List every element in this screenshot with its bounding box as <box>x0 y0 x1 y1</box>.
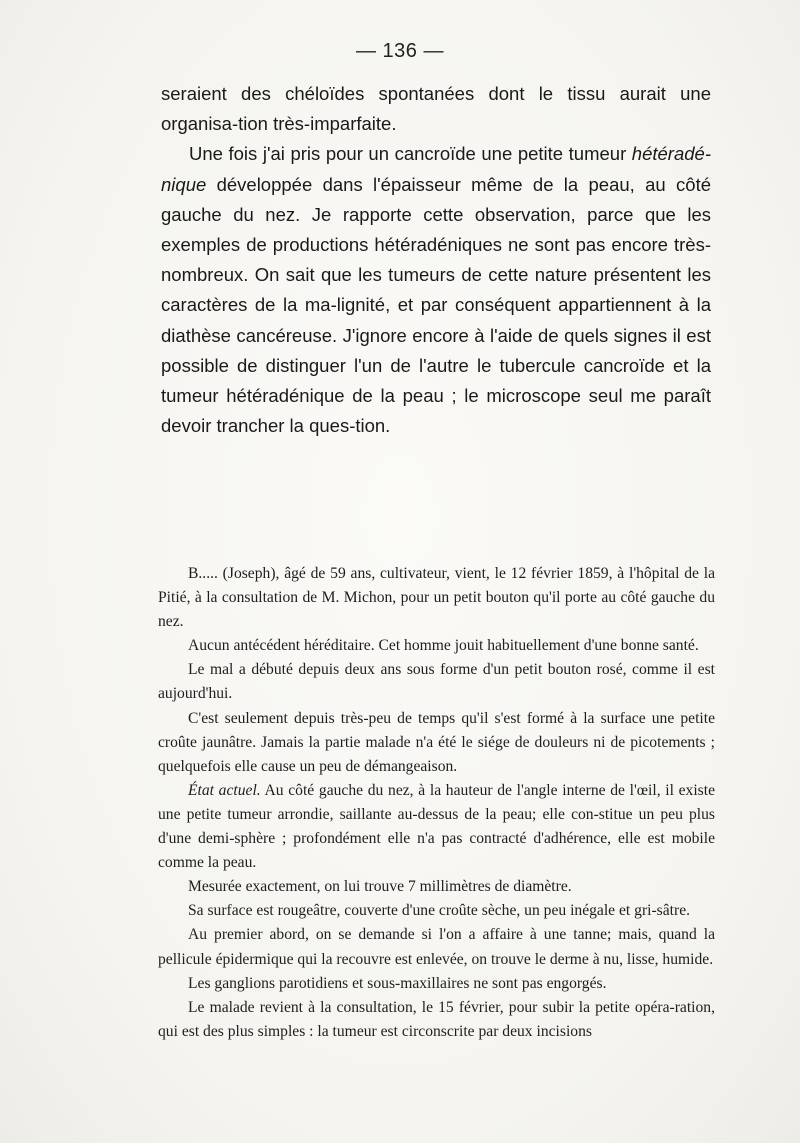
observation-paragraph <box>158 779 715 875</box>
paragraph-2 <box>161 139 711 441</box>
observation-paragraph: Le mal a débuté depuis deux ans sous forme d'un petit bouton rosé, comme il est aujourd'hui. <box>158 661 715 703</box>
observation-paragraph: Aucun antécédent héréditaire. Cet homme jouit habituellement d'une bonne santé. <box>188 637 699 655</box>
page-number: — 136 — <box>356 40 444 62</box>
observation-paragraph: Les ganglions parotidiens et sous-maxillaires ne sont pas engorgés. <box>188 974 607 992</box>
observation-text: Au côté gauche du nez, à la hauteur de l'angle interne de l'œil, il existe une petite tumeur arrondie, saillante au-dessus de la peau; elle con-stitue un peu plus d'une demi-sphère ; profondément elle n'a pas contracté d'adhérence, elle est mobile comme la peau. <box>158 781 716 872</box>
case-observation <box>158 562 715 1044</box>
observation-paragraph: Le malade revient à la consultation, le 15 février, pour subir la petite opéra-ration, qui est des plus simples : la tumeur est circonscrite par deux incisions <box>158 998 715 1040</box>
main-text <box>161 79 711 441</box>
observation-paragraph: B..... (Joseph), âgé de 59 ans, cultivateur, vient, le 12 février 1859, à l'hôpital de la Pitié, à la consultation de M. Michon, pour un petit bouton qu'il porte au côté gauche du nez. <box>158 565 715 631</box>
observation-paragraph: Sa surface est rougeâtre, couverte d'une croûte sèche, un peu inégale et gri-sâtre. <box>188 902 691 920</box>
paragraph-1: seraient des chéloïdes spontanées dont le tissu aurait une organisa-tion très-imparfaite. <box>161 83 711 135</box>
observation-paragraph: Mesurée exactement, on lui trouve 7 millimètres de diamètre. <box>188 878 572 896</box>
italic-term: hétéradé-nique <box>161 143 711 195</box>
section-label: État actuel. <box>188 781 261 799</box>
observation-paragraph: C'est seulement depuis très-peu de temps qu'il s'est formé à la surface une petite croûte jaunâtre. Jamais la partie malade n'a été le siége de douleurs ni de picotements ; quelquefois elle cause un peu de démangeaison. <box>158 709 715 775</box>
observation-paragraph: Au premier abord, on se demande si l'on a affaire à une tanne; mais, quand la pellicule épidermique qui la recouvre est enlevée, on trouve le derme à nu, lisse, humide. <box>158 926 715 968</box>
paragraph-2-rest: développée dans l'épaisseur même de la peau, au côté gauche du nez. Je rapporte cette observation, parce que les exemples de productions hétéradéniques ne sont pas encore très-nombreux. On sait que les tumeurs de cette nature présentent les caractères de la ma-lignité, et par conséquent appartiennent à la diathèse cancéreuse. J'ignore encore à l'aide de quels signes il est possible de distinguer l'un de l'autre le tubercule cancroïde et la tumeur hétéradénique de la peau ; le microscope seul me paraît devoir trancher la ques-tion. <box>161 173 711 437</box>
paragraph-2-start: Une fois j'ai pris pour un cancroïde une petite tumeur <box>189 143 632 165</box>
